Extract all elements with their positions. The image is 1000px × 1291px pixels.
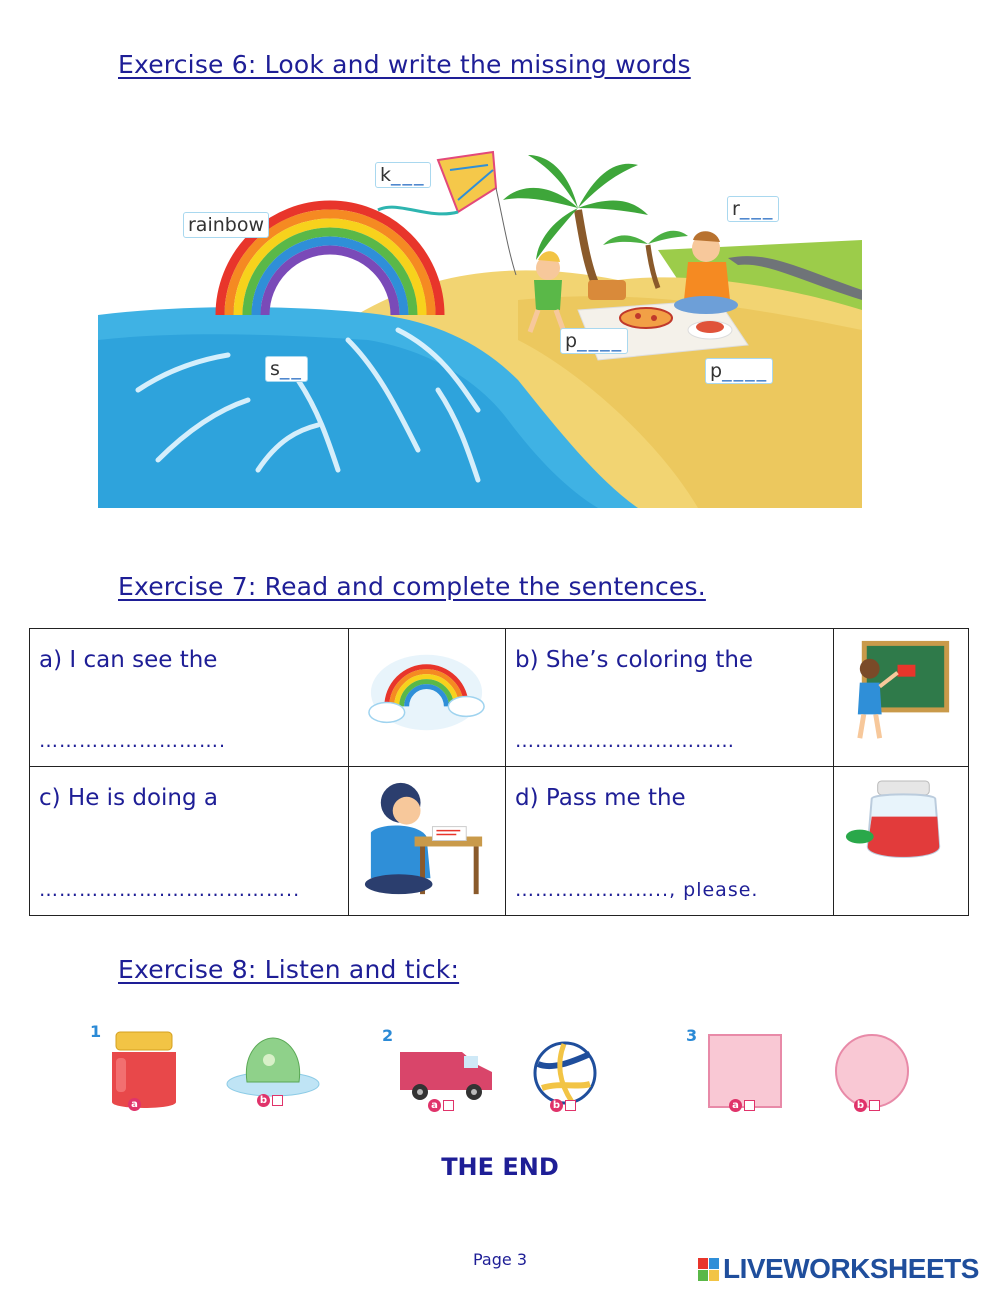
jam-jar-picture	[834, 767, 968, 915]
boy-doing-homework-picture	[349, 767, 505, 915]
label-sea-letter: s	[270, 358, 280, 380]
item-2-option-a[interactable]	[428, 1099, 454, 1112]
exercise-6-heading: Exercise 6: Look and write the missing words	[118, 50, 691, 79]
label-sea-blank: __	[279, 358, 303, 380]
sentence-c-prompt: c) He is doing a	[39, 785, 219, 811]
item-1-number: 1	[90, 1022, 102, 1041]
item-1-tick-box[interactable]	[272, 1095, 283, 1106]
liveworksheets-logo-icon	[698, 1258, 719, 1281]
label-rainbow-text: rainbow	[188, 214, 264, 236]
the-end-text: THE END	[441, 1153, 559, 1181]
exercise-7-table	[29, 628, 969, 916]
jam-jar-option-picture	[106, 1030, 182, 1112]
liveworksheets-wordmark: LIVEWORKSHEETS	[723, 1253, 979, 1284]
sentence-cell-b	[506, 629, 834, 767]
sentence-cell-a	[30, 629, 349, 767]
label-picnic-2-letter: p	[710, 360, 723, 382]
sentence-b-dots: ……………………………	[515, 730, 735, 752]
exercise-7-heading: Exercise 7: Read and complete the sentences.	[118, 572, 706, 601]
label-rug-letter: r	[732, 198, 740, 220]
label-picnic-1-blank: ____	[577, 330, 624, 352]
item-3-tick-box-a[interactable]	[744, 1100, 755, 1111]
picture-cell-homework	[349, 767, 506, 916]
jelly-option-picture	[225, 1034, 321, 1098]
sentence-a-dots: ……………………….	[39, 730, 227, 752]
ball-option-picture	[532, 1040, 598, 1106]
sentence-cell-c	[30, 767, 349, 916]
option-a-badge-3: a	[729, 1099, 742, 1112]
sentence-cell-d	[506, 767, 834, 916]
label-picnic-2-blank: ____	[722, 360, 769, 382]
option-a-badge: a	[128, 1098, 141, 1111]
sentence-c-answer-line[interactable]	[39, 879, 300, 901]
item-3-option-b[interactable]	[854, 1099, 880, 1112]
label-sea[interactable]	[265, 356, 308, 382]
item-3-option-a[interactable]	[729, 1099, 755, 1112]
sentence-d-answer-line[interactable]	[515, 879, 758, 901]
label-rainbow	[183, 212, 269, 238]
item-3-number: 3	[686, 1026, 698, 1045]
label-kite[interactable]	[375, 162, 431, 188]
label-kite-blank: ___	[391, 164, 426, 186]
label-picnic-1[interactable]	[560, 328, 628, 354]
liveworksheets-logo	[698, 1253, 979, 1285]
label-rug[interactable]	[727, 196, 779, 222]
beach-picnic-scene	[98, 140, 862, 508]
option-b-badge-2: b	[550, 1099, 563, 1112]
sentence-b-answer-line[interactable]	[515, 730, 735, 752]
sentence-c-dots: ……………….………………..	[39, 879, 301, 901]
van-option-picture	[396, 1042, 496, 1102]
option-b-badge: b	[257, 1094, 270, 1107]
picture-cell-jam	[834, 767, 969, 916]
item-2-tick-box-a[interactable]	[443, 1100, 454, 1111]
option-b-badge-3: b	[854, 1099, 867, 1112]
item-1-option-a[interactable]	[128, 1098, 141, 1111]
rainbow-picture	[349, 629, 505, 766]
square-option-picture	[708, 1034, 782, 1108]
exercise-8-heading: Exercise 8: Listen and tick:	[118, 955, 460, 984]
picture-cell-board	[834, 629, 969, 767]
circle-option-picture	[835, 1034, 909, 1108]
sentence-a-prompt: a) I can see the	[39, 647, 218, 673]
label-kite-letter: k	[380, 164, 392, 186]
item-2-tick-box-b[interactable]	[565, 1100, 576, 1111]
label-rug-blank: ___	[739, 198, 775, 220]
item-1-option-b[interactable]	[257, 1094, 283, 1107]
label-picnic-1-letter: p	[565, 330, 578, 352]
page-number: Page 3	[473, 1250, 527, 1269]
girl-coloring-board-picture	[834, 629, 968, 766]
sentence-b-prompt: b) She’s coloring the	[515, 647, 754, 673]
sentence-a-answer-line[interactable]	[39, 730, 226, 752]
sentence-d-dots: ………………….., please.	[515, 879, 759, 901]
option-a-badge-2: a	[428, 1099, 441, 1112]
item-2-option-b[interactable]	[550, 1099, 576, 1112]
sentence-d-prompt: d) Pass me the	[515, 785, 686, 811]
item-2-number: 2	[382, 1026, 394, 1045]
picture-cell-rainbow	[349, 629, 506, 767]
label-picnic-2[interactable]	[705, 358, 773, 384]
item-3-tick-box-b[interactable]	[869, 1100, 880, 1111]
